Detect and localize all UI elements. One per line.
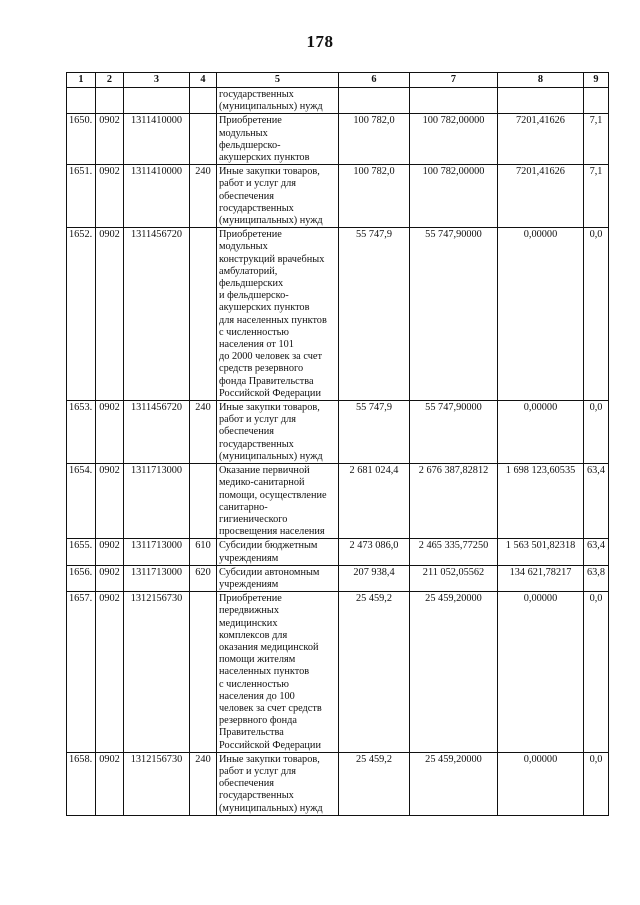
description-line: просвещения населения	[219, 526, 325, 538]
row-description	[217, 565, 339, 591]
executed-amount: 7201,41626	[498, 114, 584, 165]
description-line: оказания медицинской	[219, 641, 319, 653]
description-line: учреждениям	[219, 578, 279, 590]
refined-amount: 55 747,90000	[410, 228, 498, 401]
description-line: Российской Федерации	[219, 739, 321, 751]
description-line: работ и услуг для	[219, 765, 297, 777]
section-code: 0902	[96, 401, 124, 464]
refined-amount: 55 747,90000	[410, 401, 498, 464]
section-code: 0902	[96, 592, 124, 753]
description-line: Приобретение	[219, 593, 282, 605]
row-description	[217, 114, 339, 165]
section-code: 0902	[96, 539, 124, 565]
section-code: 0902	[96, 752, 124, 815]
description-line: гигиенического	[219, 513, 288, 525]
execution-percent: 7,1	[584, 165, 609, 228]
table-row	[67, 88, 609, 114]
column-header: 2	[96, 73, 124, 88]
description-line: (муниципальных) нужд	[219, 802, 323, 814]
row-description	[217, 592, 339, 753]
description-line: санитарно-	[219, 501, 268, 513]
description-line: Субсидии бюджетным	[219, 540, 318, 552]
description-line: модульных	[219, 241, 268, 253]
description-line: Приобретение	[219, 115, 282, 127]
table-row	[67, 165, 609, 228]
table-row	[67, 464, 609, 539]
expense-type	[190, 228, 217, 401]
row-number	[67, 88, 96, 114]
description-line: медицинских	[219, 617, 278, 629]
description-line: и фельдшерско-	[219, 290, 289, 302]
row-number: 1651.	[67, 165, 96, 228]
description-line: с численностью	[219, 678, 289, 690]
description-line: Правительства	[219, 727, 284, 739]
description-line: акушерских пунктов	[219, 152, 310, 164]
description-line: Приобретение	[219, 229, 282, 241]
target-article: 1312156730	[124, 592, 190, 753]
table-row	[67, 539, 609, 565]
expense-type: 240	[190, 401, 217, 464]
expense-type: 240	[190, 165, 217, 228]
section-code: 0902	[96, 228, 124, 401]
execution-percent: 0,0	[584, 592, 609, 753]
description-line: работ и услуг для	[219, 178, 297, 190]
executed-amount: 1 563 501,82318	[498, 539, 584, 565]
target-article: 1311713000	[124, 565, 190, 591]
executed-amount: 7201,41626	[498, 165, 584, 228]
executed-amount: 1 698 123,60535	[498, 464, 584, 539]
expense-type	[190, 592, 217, 753]
description-line: учреждениям	[219, 552, 279, 564]
description-line: Иные закупки товаров,	[219, 402, 320, 414]
row-description	[217, 88, 339, 114]
column-header: 4	[190, 73, 217, 88]
expense-type	[190, 88, 217, 114]
row-description	[217, 165, 339, 228]
expense-type: 610	[190, 539, 217, 565]
target-article: 1311456720	[124, 228, 190, 401]
description-line: Иные закупки товаров,	[219, 166, 320, 178]
target-article: 1311456720	[124, 401, 190, 464]
approved-amount: 25 459,2	[339, 752, 410, 815]
executed-amount: 0,00000	[498, 592, 584, 753]
row-number: 1655.	[67, 539, 96, 565]
approved-amount: 100 782,0	[339, 165, 410, 228]
description-line: Субсидии автономным	[219, 566, 320, 578]
row-description	[217, 539, 339, 565]
description-line: фонда Правительства	[219, 375, 314, 387]
table-row	[67, 752, 609, 815]
description-line: Иные закупки товаров,	[219, 753, 320, 765]
execution-percent: 0,0	[584, 228, 609, 401]
description-line: помощи, осуществление	[219, 489, 327, 501]
row-description	[217, 228, 339, 401]
execution-percent: 0,0	[584, 401, 609, 464]
table-row	[67, 592, 609, 753]
target-article: 1311713000	[124, 464, 190, 539]
description-line: Оказание первичной	[219, 465, 310, 477]
description-line: работ и услуг для	[219, 414, 297, 426]
executed-amount: 134 621,78217	[498, 565, 584, 591]
row-description	[217, 401, 339, 464]
description-line: обеспечения	[219, 426, 274, 438]
description-line: фельдшерско-	[219, 139, 281, 151]
table-row	[67, 565, 609, 591]
description-line: акушерских пунктов	[219, 302, 310, 314]
description-line: Российской Федерации	[219, 387, 321, 399]
description-line: обеспечения	[219, 190, 274, 202]
description-line: конструкций врачебных	[219, 253, 325, 265]
description-line: для населенных пунктов	[219, 314, 327, 326]
section-code: 0902	[96, 565, 124, 591]
row-number: 1657.	[67, 592, 96, 753]
table-body	[67, 88, 609, 816]
execution-percent: 63,4	[584, 539, 609, 565]
description-line: помощи жителям	[219, 654, 296, 666]
description-line: (муниципальных) нужд	[219, 215, 323, 227]
approved-amount	[339, 88, 410, 114]
column-header: 3	[124, 73, 190, 88]
description-line: (муниципальных) нужд	[219, 450, 323, 462]
row-number: 1656.	[67, 565, 96, 591]
section-code: 0902	[96, 114, 124, 165]
description-line: населенных пунктов	[219, 666, 310, 678]
row-number: 1650.	[67, 114, 96, 165]
approved-amount: 25 459,2	[339, 592, 410, 753]
description-line: амбулаторий,	[219, 265, 278, 277]
approved-amount: 2 681 024,4	[339, 464, 410, 539]
target-article: 1311713000	[124, 539, 190, 565]
description-line: государственных	[219, 89, 294, 100]
expense-type: 240	[190, 752, 217, 815]
header-row	[67, 73, 609, 88]
refined-amount: 100 782,00000	[410, 114, 498, 165]
executed-amount: 0,00000	[498, 401, 584, 464]
description-line: населения до 100	[219, 690, 295, 702]
column-header: 7	[410, 73, 498, 88]
target-article: 1311410000	[124, 114, 190, 165]
refined-amount: 25 459,20000	[410, 592, 498, 753]
refined-amount: 25 459,20000	[410, 752, 498, 815]
description-line: комплексов для	[219, 629, 288, 641]
section-code	[96, 88, 124, 114]
description-line: (муниципальных) нужд	[219, 101, 323, 113]
table-row	[67, 401, 609, 464]
description-line: фельдшерских	[219, 278, 284, 290]
section-code: 0902	[96, 165, 124, 228]
refined-amount: 100 782,00000	[410, 165, 498, 228]
column-header: 8	[498, 73, 584, 88]
row-description	[217, 464, 339, 539]
description-line: передвижных	[219, 605, 279, 617]
refined-amount: 211 052,05562	[410, 565, 498, 591]
description-line: населения от 101	[219, 339, 294, 351]
execution-percent: 0,0	[584, 752, 609, 815]
refined-amount: 2 465 335,77250	[410, 539, 498, 565]
description-line: средств резервного	[219, 363, 304, 375]
budget-table	[66, 72, 609, 816]
description-line: государственных	[219, 438, 294, 450]
table-row	[67, 114, 609, 165]
description-line: резервного фонда	[219, 715, 297, 727]
section-code: 0902	[96, 464, 124, 539]
execution-percent: 7,1	[584, 114, 609, 165]
approved-amount: 207 938,4	[339, 565, 410, 591]
approved-amount: 55 747,9	[339, 228, 410, 401]
expense-type	[190, 464, 217, 539]
executed-amount: 0,00000	[498, 752, 584, 815]
target-article: 1312156730	[124, 752, 190, 815]
execution-percent: 63,8	[584, 565, 609, 591]
column-header: 1	[67, 73, 96, 88]
approved-amount: 55 747,9	[339, 401, 410, 464]
approved-amount: 2 473 086,0	[339, 539, 410, 565]
description-line: до 2000 человек за счет	[219, 351, 322, 363]
row-number: 1658.	[67, 752, 96, 815]
row-number: 1653.	[67, 401, 96, 464]
row-number: 1654.	[67, 464, 96, 539]
refined-amount	[410, 88, 498, 114]
expense-type	[190, 114, 217, 165]
row-description	[217, 752, 339, 815]
expense-type: 620	[190, 565, 217, 591]
table-row	[67, 228, 609, 401]
executed-amount	[498, 88, 584, 114]
column-header: 6	[339, 73, 410, 88]
description-line: государственных	[219, 202, 294, 214]
target-article	[124, 88, 190, 114]
description-line: медико-санитарной	[219, 477, 305, 489]
page-number: 178	[306, 32, 334, 51]
executed-amount: 0,00000	[498, 228, 584, 401]
target-article: 1311410000	[124, 165, 190, 228]
refined-amount: 2 676 387,82812	[410, 464, 498, 539]
column-header: 9	[584, 73, 609, 88]
execution-percent: 63,4	[584, 464, 609, 539]
approved-amount: 100 782,0	[339, 114, 410, 165]
description-line: модульных	[219, 127, 268, 139]
column-header: 5	[217, 73, 339, 88]
description-line: государственных	[219, 790, 294, 802]
execution-percent	[584, 88, 609, 114]
description-line: человек за счет средств	[219, 702, 322, 714]
description-line: с численностью	[219, 326, 289, 338]
description-line: обеспечения	[219, 778, 274, 790]
row-number: 1652.	[67, 228, 96, 401]
